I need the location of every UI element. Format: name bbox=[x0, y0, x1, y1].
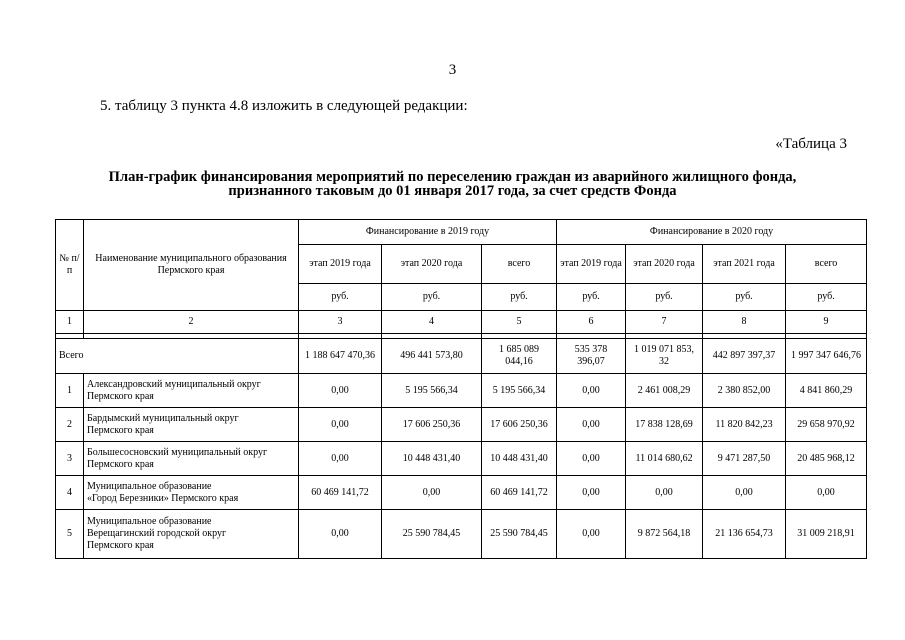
page-number: 3 bbox=[448, 62, 457, 78]
row-name bbox=[84, 442, 299, 476]
header-fin-2019: Финансирование в 2019 году bbox=[299, 220, 557, 245]
column-index-row bbox=[56, 311, 867, 334]
row-name-line: Большесосновский муниципальный округ bbox=[87, 446, 268, 458]
col-index: 7 bbox=[626, 311, 703, 334]
table-title bbox=[40, 170, 865, 198]
row-num: 3 bbox=[56, 442, 84, 476]
cell-col-4: 0,00 bbox=[382, 476, 482, 510]
total-col-7: 1 019 071 853, 32 bbox=[626, 339, 703, 374]
title-line-1: План-график финансирования мероприятий по переселению граждан из аварийного жилищного фонда, bbox=[108, 169, 797, 185]
cell-col-9: 4 841 860,29 bbox=[786, 374, 867, 408]
financing-table bbox=[55, 219, 867, 559]
row-name-line: Александровский муниципальный округ bbox=[87, 378, 261, 390]
header-row-1 bbox=[56, 220, 867, 245]
header-col-4: этап 2020 года bbox=[382, 245, 482, 284]
cell-col-5: 17 606 250,36 bbox=[482, 408, 557, 442]
cell-col-6: 0,00 bbox=[557, 442, 626, 476]
row-name bbox=[84, 510, 299, 559]
cell-col-4: 10 448 431,40 bbox=[382, 442, 482, 476]
cell-col-7: 17 838 128,69 bbox=[626, 408, 703, 442]
cell-col-3: 0,00 bbox=[299, 510, 382, 559]
cell-col-9: 20 485 968,12 bbox=[786, 442, 867, 476]
row-name-line: Бардымский муниципальный округ bbox=[87, 412, 239, 424]
table-row bbox=[56, 442, 867, 476]
cell-col-3: 60 469 141,72 bbox=[299, 476, 382, 510]
cell-col-6: 0,00 bbox=[557, 476, 626, 510]
col-index: 8 bbox=[703, 311, 786, 334]
table-reference: «Таблица 3 bbox=[775, 136, 847, 152]
header-name: Наименование муниципального образования Пермского края bbox=[84, 220, 299, 311]
cell-col-7: 9 872 564,18 bbox=[626, 510, 703, 559]
cell-col-8: 21 136 654,73 bbox=[703, 510, 786, 559]
col-index: 1 bbox=[56, 311, 84, 334]
cell-col-8: 2 380 852,00 bbox=[703, 374, 786, 408]
cell-col-8: 0,00 bbox=[703, 476, 786, 510]
cell-col-9: 29 658 970,92 bbox=[786, 408, 867, 442]
cell-col-5: 25 590 784,45 bbox=[482, 510, 557, 559]
col-index: 5 bbox=[482, 311, 557, 334]
cell-col-5: 60 469 141,72 bbox=[482, 476, 557, 510]
row-name-line: Пермского края bbox=[87, 540, 154, 551]
header-col-9: всего bbox=[786, 245, 867, 284]
row-name-line: Пермского края bbox=[87, 458, 154, 470]
table-row bbox=[56, 476, 867, 510]
unit-cell: руб. bbox=[299, 284, 382, 311]
header-num: № п/п bbox=[56, 220, 84, 311]
cell-col-7: 11 014 680,62 bbox=[626, 442, 703, 476]
cell-col-9: 0,00 bbox=[786, 476, 867, 510]
row-name-line: «Город Березники» Пермского края bbox=[87, 492, 239, 504]
header-fin-2020: Финансирование в 2020 году bbox=[557, 220, 867, 245]
total-col-3: 1 188 647 470,36 bbox=[299, 339, 382, 374]
cell-col-8: 11 820 842,23 bbox=[703, 408, 786, 442]
row-name-line: Муниципальное образование bbox=[87, 516, 212, 527]
col-index: 9 bbox=[786, 311, 867, 334]
row-name-line: Пермского края bbox=[87, 424, 154, 436]
cell-col-4: 25 590 784,45 bbox=[382, 510, 482, 559]
total-col-5: 1 685 089 044,16 bbox=[482, 339, 557, 374]
header-col-3: этап 2019 года bbox=[299, 245, 382, 284]
unit-cell: руб. bbox=[626, 284, 703, 311]
total-col-4: 496 441 573,80 bbox=[382, 339, 482, 374]
row-name bbox=[84, 374, 299, 408]
title-line-2: признанного таковым до 01 января 2017 года, за счет средств Фонда bbox=[228, 183, 677, 199]
total-label: Всего bbox=[56, 339, 299, 374]
col-index: 6 bbox=[557, 311, 626, 334]
col-index: 4 bbox=[382, 311, 482, 334]
total-col-9: 1 997 347 646,76 bbox=[786, 339, 867, 374]
table-row bbox=[56, 510, 867, 559]
unit-cell: руб. bbox=[786, 284, 867, 311]
cell-col-6: 0,00 bbox=[557, 408, 626, 442]
row-name-line: Пермского края bbox=[87, 390, 154, 402]
cell-col-8: 9 471 287,50 bbox=[703, 442, 786, 476]
header-col-8: этап 2021 года bbox=[703, 245, 786, 284]
unit-cell: руб. bbox=[482, 284, 557, 311]
cell-col-3: 0,00 bbox=[299, 442, 382, 476]
header-col-6: этап 2019 года bbox=[557, 245, 626, 284]
cell-col-4: 17 606 250,36 bbox=[382, 408, 482, 442]
row-name bbox=[84, 476, 299, 510]
total-col-8: 442 897 397,37 bbox=[703, 339, 786, 374]
row-name-line: Муниципальное образование bbox=[87, 480, 212, 492]
cell-col-3: 0,00 bbox=[299, 408, 382, 442]
total-col-6: 535 378 396,07 bbox=[557, 339, 626, 374]
row-num: 2 bbox=[56, 408, 84, 442]
cell-col-5: 5 195 566,34 bbox=[482, 374, 557, 408]
unit-cell: руб. bbox=[557, 284, 626, 311]
unit-cell: руб. bbox=[703, 284, 786, 311]
col-index: 2 bbox=[84, 311, 299, 334]
table-row bbox=[56, 408, 867, 442]
row-num: 1 bbox=[56, 374, 84, 408]
intro-text: 5. таблицу 3 пункта 4.8 изложить в следующей редакции: bbox=[100, 98, 468, 114]
table-row bbox=[56, 374, 867, 408]
cell-col-4: 5 195 566,34 bbox=[382, 374, 482, 408]
cell-col-7: 0,00 bbox=[626, 476, 703, 510]
cell-col-5: 10 448 431,40 bbox=[482, 442, 557, 476]
row-num: 5 bbox=[56, 510, 84, 559]
row-name bbox=[84, 408, 299, 442]
cell-col-6: 0,00 bbox=[557, 510, 626, 559]
header-col-7: этап 2020 года bbox=[626, 245, 703, 284]
total-row bbox=[56, 339, 867, 374]
cell-col-7: 2 461 008,29 bbox=[626, 374, 703, 408]
header-col-5: всего bbox=[482, 245, 557, 284]
cell-col-9: 31 009 218,91 bbox=[786, 510, 867, 559]
cell-col-6: 0,00 bbox=[557, 374, 626, 408]
row-name-line: Верещагинский городской округ bbox=[87, 528, 227, 539]
col-index: 3 bbox=[299, 311, 382, 334]
row-num: 4 bbox=[56, 476, 84, 510]
unit-cell: руб. bbox=[382, 284, 482, 311]
cell-col-3: 0,00 bbox=[299, 374, 382, 408]
